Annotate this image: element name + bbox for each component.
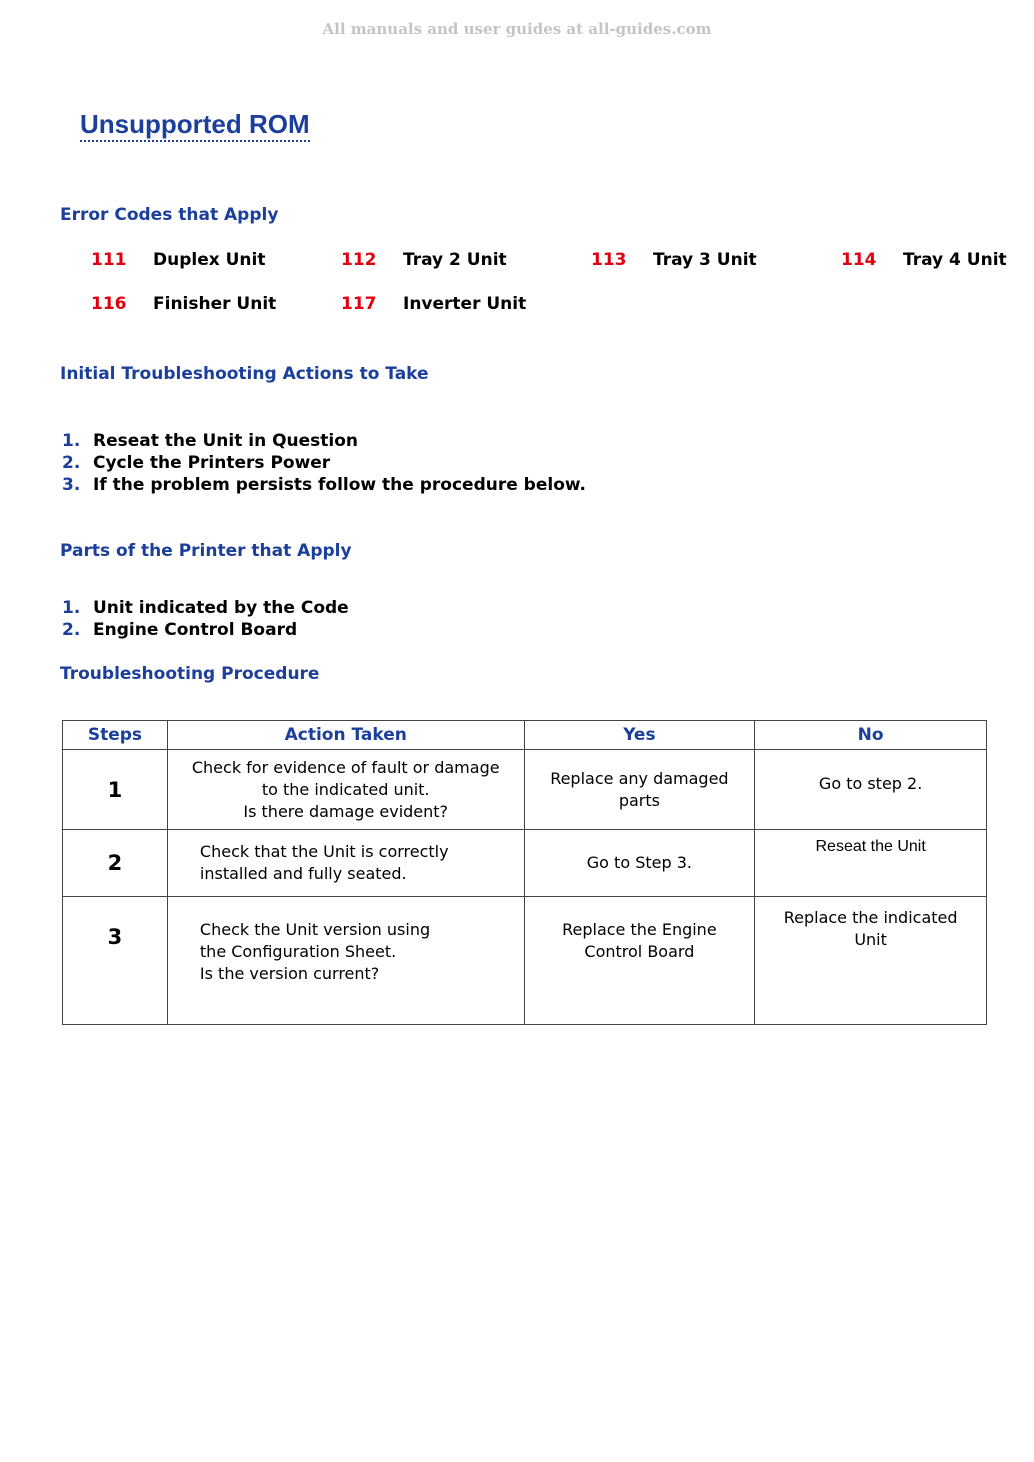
cell-line: the Configuration Sheet. — [199, 942, 397, 961]
cell-line: Check that the Unit is correctly — [199, 842, 449, 861]
table-row — [63, 830, 987, 897]
list-text: Engine Control Board — [93, 620, 298, 640]
cell-line: Replace the Engine — [562, 920, 717, 939]
error-code-row-2 — [0, 294, 1034, 318]
cell-line: Check the Unit version using — [199, 920, 431, 939]
list-text: If the problem persists follow the procedure below. — [93, 475, 586, 495]
section-heading-procedure: Troubleshooting Procedure — [60, 664, 320, 684]
error-code: 117 — [341, 294, 377, 314]
step-number: 3 — [63, 897, 168, 1025]
error-code: 112 — [341, 250, 377, 270]
yes-cell — [524, 897, 755, 1025]
step-number: 2 — [63, 830, 168, 897]
cell-line: Control Board — [584, 942, 695, 961]
action-cell — [167, 830, 524, 897]
page-title[interactable]: Unsupported ROM — [80, 108, 310, 142]
list-number: 1. — [62, 598, 81, 618]
cell-line: parts — [618, 790, 660, 810]
step-number: 1 — [63, 750, 168, 830]
error-code: 114 — [841, 250, 877, 270]
list-text: Cycle the Printers Power — [93, 453, 331, 473]
table-header-row — [63, 721, 987, 750]
cell-line: Replace the indicated — [783, 908, 958, 927]
no-cell — [755, 830, 987, 897]
no-cell — [755, 897, 987, 1025]
cell-line: Unit — [854, 930, 887, 949]
list-item — [62, 452, 586, 474]
cell-line: Reseat the Unit — [815, 838, 926, 855]
parts-list — [62, 597, 349, 641]
watermark: All manuals and user guides at all-guides.com — [322, 20, 712, 38]
list-item — [62, 619, 349, 641]
section-heading-initial-actions: Initial Troubleshooting Actions to Take — [60, 364, 429, 384]
list-item — [62, 597, 349, 619]
error-code-unit: Tray 4 Unit — [903, 250, 1007, 270]
cell-line: Go to Step 3. — [586, 853, 692, 872]
error-code-unit: Duplex Unit — [153, 250, 266, 270]
cell-line: to the indicated unit. — [261, 779, 430, 799]
list-number: 1. — [62, 431, 81, 451]
cell-line: Is there damage evident? — [243, 801, 449, 821]
action-cell — [167, 897, 524, 1025]
yes-cell — [524, 830, 755, 897]
list-item — [62, 474, 586, 496]
error-code: 111 — [91, 250, 127, 270]
error-code: 113 — [591, 250, 627, 270]
error-code-unit: Finisher Unit — [153, 294, 277, 314]
no-cell — [755, 750, 987, 830]
table-row — [63, 750, 987, 830]
list-text: Reseat the Unit in Question — [93, 431, 359, 451]
column-header-yes: Yes — [524, 721, 755, 750]
error-code: 116 — [91, 294, 127, 314]
action-cell — [167, 750, 524, 830]
cell-line: Replace any damaged — [550, 768, 729, 788]
initial-actions-list — [62, 430, 586, 496]
cell-line: Check for evidence of fault or damage — [191, 757, 500, 777]
cell-line: Is the version current? — [199, 964, 380, 983]
list-number: 2. — [62, 620, 81, 640]
list-number: 3. — [62, 475, 81, 495]
yes-cell — [524, 750, 755, 830]
section-heading-error-codes: Error Codes that Apply — [60, 205, 279, 225]
cell-line: installed and fully seated. — [199, 864, 407, 883]
error-code-unit: Inverter Unit — [403, 294, 527, 314]
section-heading-parts: Parts of the Printer that Apply — [60, 541, 352, 561]
column-header-steps: Steps — [63, 721, 168, 750]
list-item — [62, 430, 586, 452]
list-text: Unit indicated by the Code — [93, 598, 349, 618]
table-row — [63, 897, 987, 1025]
error-code-row-1 — [0, 250, 1034, 274]
error-code-unit: Tray 2 Unit — [403, 250, 507, 270]
list-number: 2. — [62, 453, 81, 473]
troubleshooting-table — [62, 720, 987, 1025]
column-header-action: Action Taken — [167, 721, 524, 750]
error-code-unit: Tray 3 Unit — [653, 250, 757, 270]
cell-line: Go to step 2. — [818, 774, 923, 793]
column-header-no: No — [755, 721, 987, 750]
